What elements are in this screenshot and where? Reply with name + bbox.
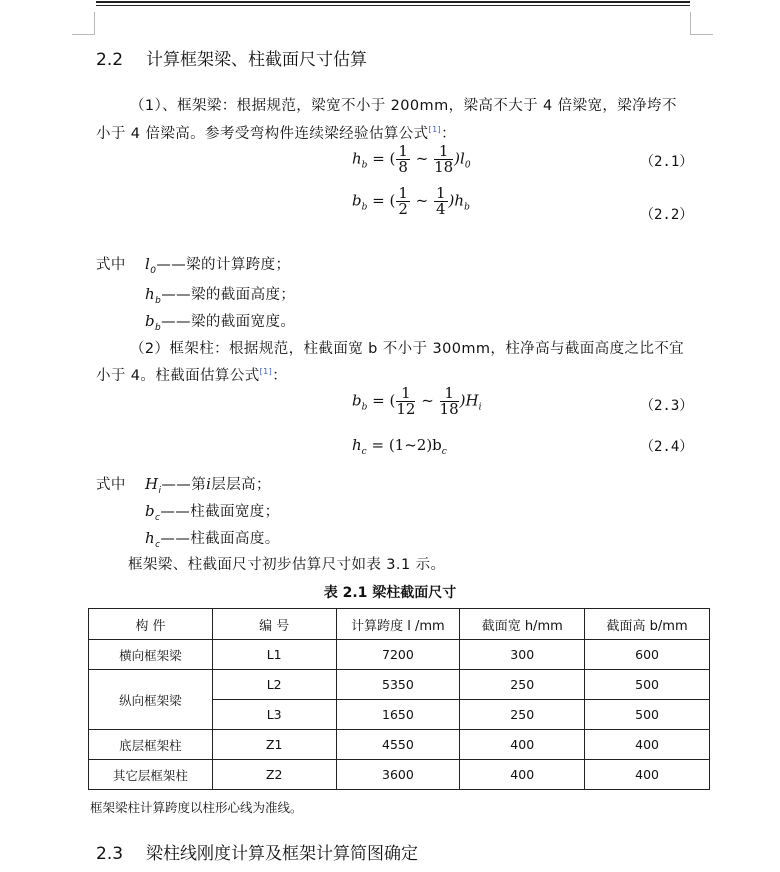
eq-subscript: c xyxy=(361,447,367,457)
def-bc: $b_c——$柱截面宽度； xyxy=(145,502,280,523)
table-cell-member: 纵向框架梁 xyxy=(89,670,213,730)
defs1-lead: 式中 xyxy=(96,257,126,273)
citation-ref[interactable]: [1] xyxy=(259,367,273,377)
table-caption: 表 2.1 梁柱截面尺寸 xyxy=(323,585,457,601)
section-title: 梁柱线刚度计算及框架计算简图确定 xyxy=(146,844,418,864)
citation-ref[interactable]: [1] xyxy=(428,125,442,135)
eq-op: ~ xyxy=(410,149,434,168)
table-cell-member: 底层框架柱 xyxy=(89,730,213,760)
eq-op: ~ xyxy=(416,391,439,410)
table-note: 框架梁柱计算跨度以柱形心线为准线。 xyxy=(90,800,303,815)
table-row xyxy=(89,640,710,670)
def-Hi: $H_i——$第i层层高； xyxy=(145,475,271,496)
eq-symbol: )h xyxy=(448,191,465,210)
eq-subscript: b xyxy=(361,160,368,171)
summary-text: 框架梁、柱截面尺寸初步估算尺寸如表 3.1 示。 xyxy=(128,557,446,573)
equation-number-2-1: （2.1） xyxy=(640,154,694,170)
section-number: 2.2 xyxy=(96,50,124,70)
def-hb: $h_b——$梁的截面高度； xyxy=(145,285,296,306)
table-cell-height: 400 xyxy=(585,760,710,790)
equation-number-2-4: （2.4） xyxy=(640,439,694,455)
fraction: $\frac{1}{12}$ xyxy=(396,384,416,418)
table-row xyxy=(89,760,710,790)
eq-subscript: 0 xyxy=(464,160,471,171)
header-rule-thick xyxy=(96,1,690,3)
equation-2-4 xyxy=(352,436,447,457)
table-cell-width: 250 xyxy=(460,700,585,730)
table-cell-height: 400 xyxy=(585,730,710,760)
equation-number-2-2: （2.2） xyxy=(640,207,694,223)
def-l0: $l_0——$梁的计算跨度； xyxy=(145,255,291,276)
section-number: 2.3 xyxy=(96,844,124,864)
equation-2-1 xyxy=(352,144,471,175)
crop-mark-right xyxy=(690,12,713,35)
eq-subscript: i xyxy=(478,402,482,413)
eq-expression: = (1~2)b xyxy=(366,436,442,454)
eq-subscript: b xyxy=(361,402,368,413)
eq-symbol: h xyxy=(352,436,362,454)
header-rule-thin xyxy=(96,5,690,6)
para1-colon: ： xyxy=(441,126,456,142)
eq-subscript: b xyxy=(464,202,470,213)
table-cell-member: 其它层框架柱 xyxy=(89,760,213,790)
para2-line1: （2）框架柱：根据规范，柱截面宽 b 不小于 300mm，柱净高与截面高度之比不宜 xyxy=(130,341,685,357)
section-size-table xyxy=(88,608,710,790)
def-bb: $b_b——$梁的截面宽度。 xyxy=(145,312,296,333)
table-cell-width: 300 xyxy=(460,640,585,670)
section-title: 计算框架梁、柱截面尺寸估算 xyxy=(146,50,367,70)
table-row xyxy=(89,730,710,760)
table-header-cell: 截面高 b/mm xyxy=(585,609,710,640)
fraction: $\frac{1}{4}$ xyxy=(436,184,446,218)
equation-2-2 xyxy=(352,186,470,217)
table-cell-code: L3 xyxy=(212,700,336,730)
para1-line2 xyxy=(96,122,456,143)
crop-mark-left xyxy=(72,12,95,35)
section-heading-2-2 xyxy=(96,45,367,70)
eq-symbol: b xyxy=(352,391,362,410)
equation-2-3 xyxy=(352,386,481,417)
eq-op: = ( xyxy=(367,391,396,410)
table-cell-width: 400 xyxy=(460,730,585,760)
table-header-row xyxy=(89,609,710,640)
table-row xyxy=(89,670,710,700)
section-heading-2-3 xyxy=(96,839,418,864)
table-cell-span: 1650 xyxy=(336,700,460,730)
table-cell-span: 4550 xyxy=(336,730,460,760)
eq-subscript: c xyxy=(441,447,447,457)
para1-line2-text: 小于 4 倍梁高。参考受弯构件连续梁经验估算公式 xyxy=(96,126,429,142)
eq-op: = ( xyxy=(367,149,396,168)
table-cell-code: L1 xyxy=(212,640,336,670)
eq-symbol: )H xyxy=(459,391,479,410)
para2-line2 xyxy=(96,364,287,385)
table-cell-span: 3600 xyxy=(336,760,460,790)
eq-op: = ( xyxy=(367,191,396,210)
table-cell-width: 250 xyxy=(460,670,585,700)
table-header-cell: 计算跨度 l /mm xyxy=(336,609,460,640)
table-cell-width: 400 xyxy=(460,760,585,790)
equation-number-2-3: （2.3） xyxy=(640,398,694,414)
table-header-cell: 编 号 xyxy=(212,609,336,640)
table-header-cell: 构 件 xyxy=(89,609,213,640)
table-cell-code: L2 xyxy=(212,670,336,700)
table-cell-code: Z1 xyxy=(212,730,336,760)
eq-op: ~ xyxy=(410,191,433,210)
table-cell-code: Z2 xyxy=(212,760,336,790)
fraction: $\frac{1}{18}$ xyxy=(434,142,454,176)
table-cell-member: 横向框架梁 xyxy=(89,640,213,670)
eq-symbol: )l xyxy=(454,149,465,168)
table-cell-span: 5350 xyxy=(336,670,460,700)
fraction: $\frac{1}{2}$ xyxy=(398,184,408,218)
table-cell-height: 500 xyxy=(585,670,710,700)
table-cell-span: 7200 xyxy=(336,640,460,670)
def-hc: $h_c——$柱截面高度。 xyxy=(145,529,280,550)
para2-line2-text: 小于 4。柱截面估算公式 xyxy=(96,368,260,384)
table-cell-height: 600 xyxy=(585,640,710,670)
fraction: $\frac{1}{18}$ xyxy=(439,384,459,418)
table-header-cell: 截面宽 h/mm xyxy=(460,609,585,640)
eq-symbol: b xyxy=(352,191,362,210)
table-cell-height: 500 xyxy=(585,700,710,730)
fraction: $\frac{1}{8}$ xyxy=(398,142,408,176)
para1-line1: （1）、框架梁：根据规范，梁宽不小于 200mm，梁高不大于 4 倍梁宽，梁净垮不 xyxy=(130,98,677,114)
eq-subscript: b xyxy=(361,202,368,213)
para2-colon: ： xyxy=(272,368,288,384)
defs2-lead: 式中 xyxy=(96,477,126,493)
eq-symbol: h xyxy=(352,149,362,168)
